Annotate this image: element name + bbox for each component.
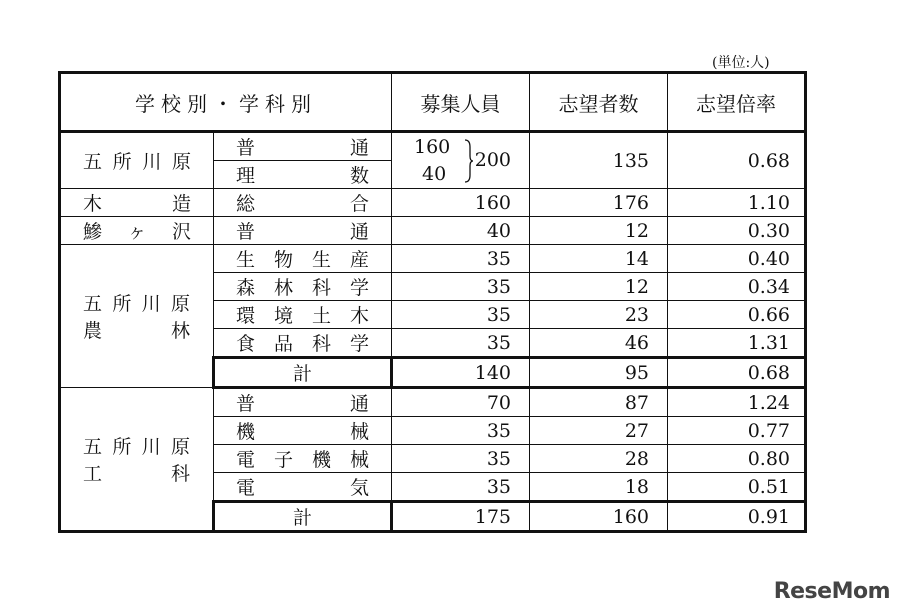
ratio-value: 0.34 [668, 273, 806, 301]
subtotal-label: 計 [214, 502, 392, 532]
dept-name: 総合 [214, 189, 392, 217]
ratio-value: 1.24 [668, 388, 806, 417]
applicant-table [58, 71, 807, 533]
table-row [60, 189, 806, 217]
ratio-value: 0.68 [668, 132, 806, 189]
ratio-value: 0.30 [668, 217, 806, 245]
school-name-line1: 五所川原 [83, 436, 190, 458]
brace-icon [464, 139, 474, 183]
capacity-total: 175 [392, 502, 530, 532]
school-name: 木造 [60, 189, 214, 217]
applicants-value: 12 [530, 217, 668, 245]
capacity-cell [392, 132, 530, 189]
school-name: 五所川原 [60, 132, 214, 189]
applicants-value: 28 [530, 445, 668, 473]
capacity-value: 160 [414, 136, 451, 158]
applicants-value: 27 [530, 417, 668, 445]
capacity-value: 35 [392, 245, 530, 273]
ratio-value: 1.10 [668, 189, 806, 217]
capacity-value: 40 [422, 163, 447, 185]
school-name-line1: 五所川原 [83, 293, 190, 315]
header-school-dept: 学校別・学科別 [60, 73, 392, 132]
dept-name: 食品科学 [214, 329, 392, 358]
applicants-value: 46 [530, 329, 668, 358]
unit-note: (単位:人) [712, 55, 770, 71]
applicants-total: 95 [530, 358, 668, 388]
dept-name: 普通 [214, 217, 392, 245]
school-name [60, 245, 214, 388]
applicants-value: 14 [530, 245, 668, 273]
capacity-value: 35 [392, 301, 530, 329]
school-name [60, 388, 214, 532]
capacity-value: 35 [392, 329, 530, 358]
applicants-value: 135 [530, 132, 668, 189]
capacity-value: 40 [392, 217, 530, 245]
applicants-value: 18 [530, 473, 668, 502]
capacity-value: 160 [392, 189, 530, 217]
applicants-value: 12 [530, 273, 668, 301]
dept-name: 機械 [214, 417, 392, 445]
header-applicants: 志望者数 [530, 73, 668, 132]
subtotal-label: 計 [214, 358, 392, 388]
capacity-value: 70 [392, 388, 530, 417]
dept-name: 理数 [214, 161, 392, 189]
dept-name: 森林科学 [214, 273, 392, 301]
ratio-value: 0.66 [668, 301, 806, 329]
table-row [60, 132, 806, 161]
dept-name: 電子機械 [214, 445, 392, 473]
capacity-value: 35 [392, 445, 530, 473]
applicants-value: 176 [530, 189, 668, 217]
capacity-value: 35 [392, 473, 530, 502]
dept-name: 普通 [214, 388, 392, 417]
applicants-value: 23 [530, 301, 668, 329]
dept-name: 電気 [214, 473, 392, 502]
header-ratio: 志望倍率 [668, 73, 806, 132]
applicants-value: 87 [530, 388, 668, 417]
dept-name: 生物生産 [214, 245, 392, 273]
capacity-total: 140 [392, 358, 530, 388]
table-row [60, 388, 806, 417]
table-row [60, 245, 806, 273]
school-name-line2: 農林 [83, 320, 190, 342]
header-capacity: 募集人員 [392, 73, 530, 132]
ratio-value: 0.80 [668, 445, 806, 473]
school-name-line2: 工科 [83, 463, 190, 485]
ratio-total: 0.91 [668, 502, 806, 532]
ratio-value: 0.77 [668, 417, 806, 445]
dept-name: 普通 [214, 132, 392, 161]
resemom-logo: ReseMom [773, 579, 890, 604]
header-row [60, 73, 806, 132]
ratio-value: 1.31 [668, 329, 806, 358]
applicants-total: 160 [530, 502, 668, 532]
capacity-value: 35 [392, 417, 530, 445]
ratio-total: 0.68 [668, 358, 806, 388]
table-row [60, 217, 806, 245]
capacity-value: 35 [392, 273, 530, 301]
dept-name: 環境土木 [214, 301, 392, 329]
capacity-total: 200 [474, 149, 511, 171]
school-name: 鰺ヶ沢 [60, 217, 214, 245]
ratio-value: 0.40 [668, 245, 806, 273]
ratio-value: 0.51 [668, 473, 806, 502]
